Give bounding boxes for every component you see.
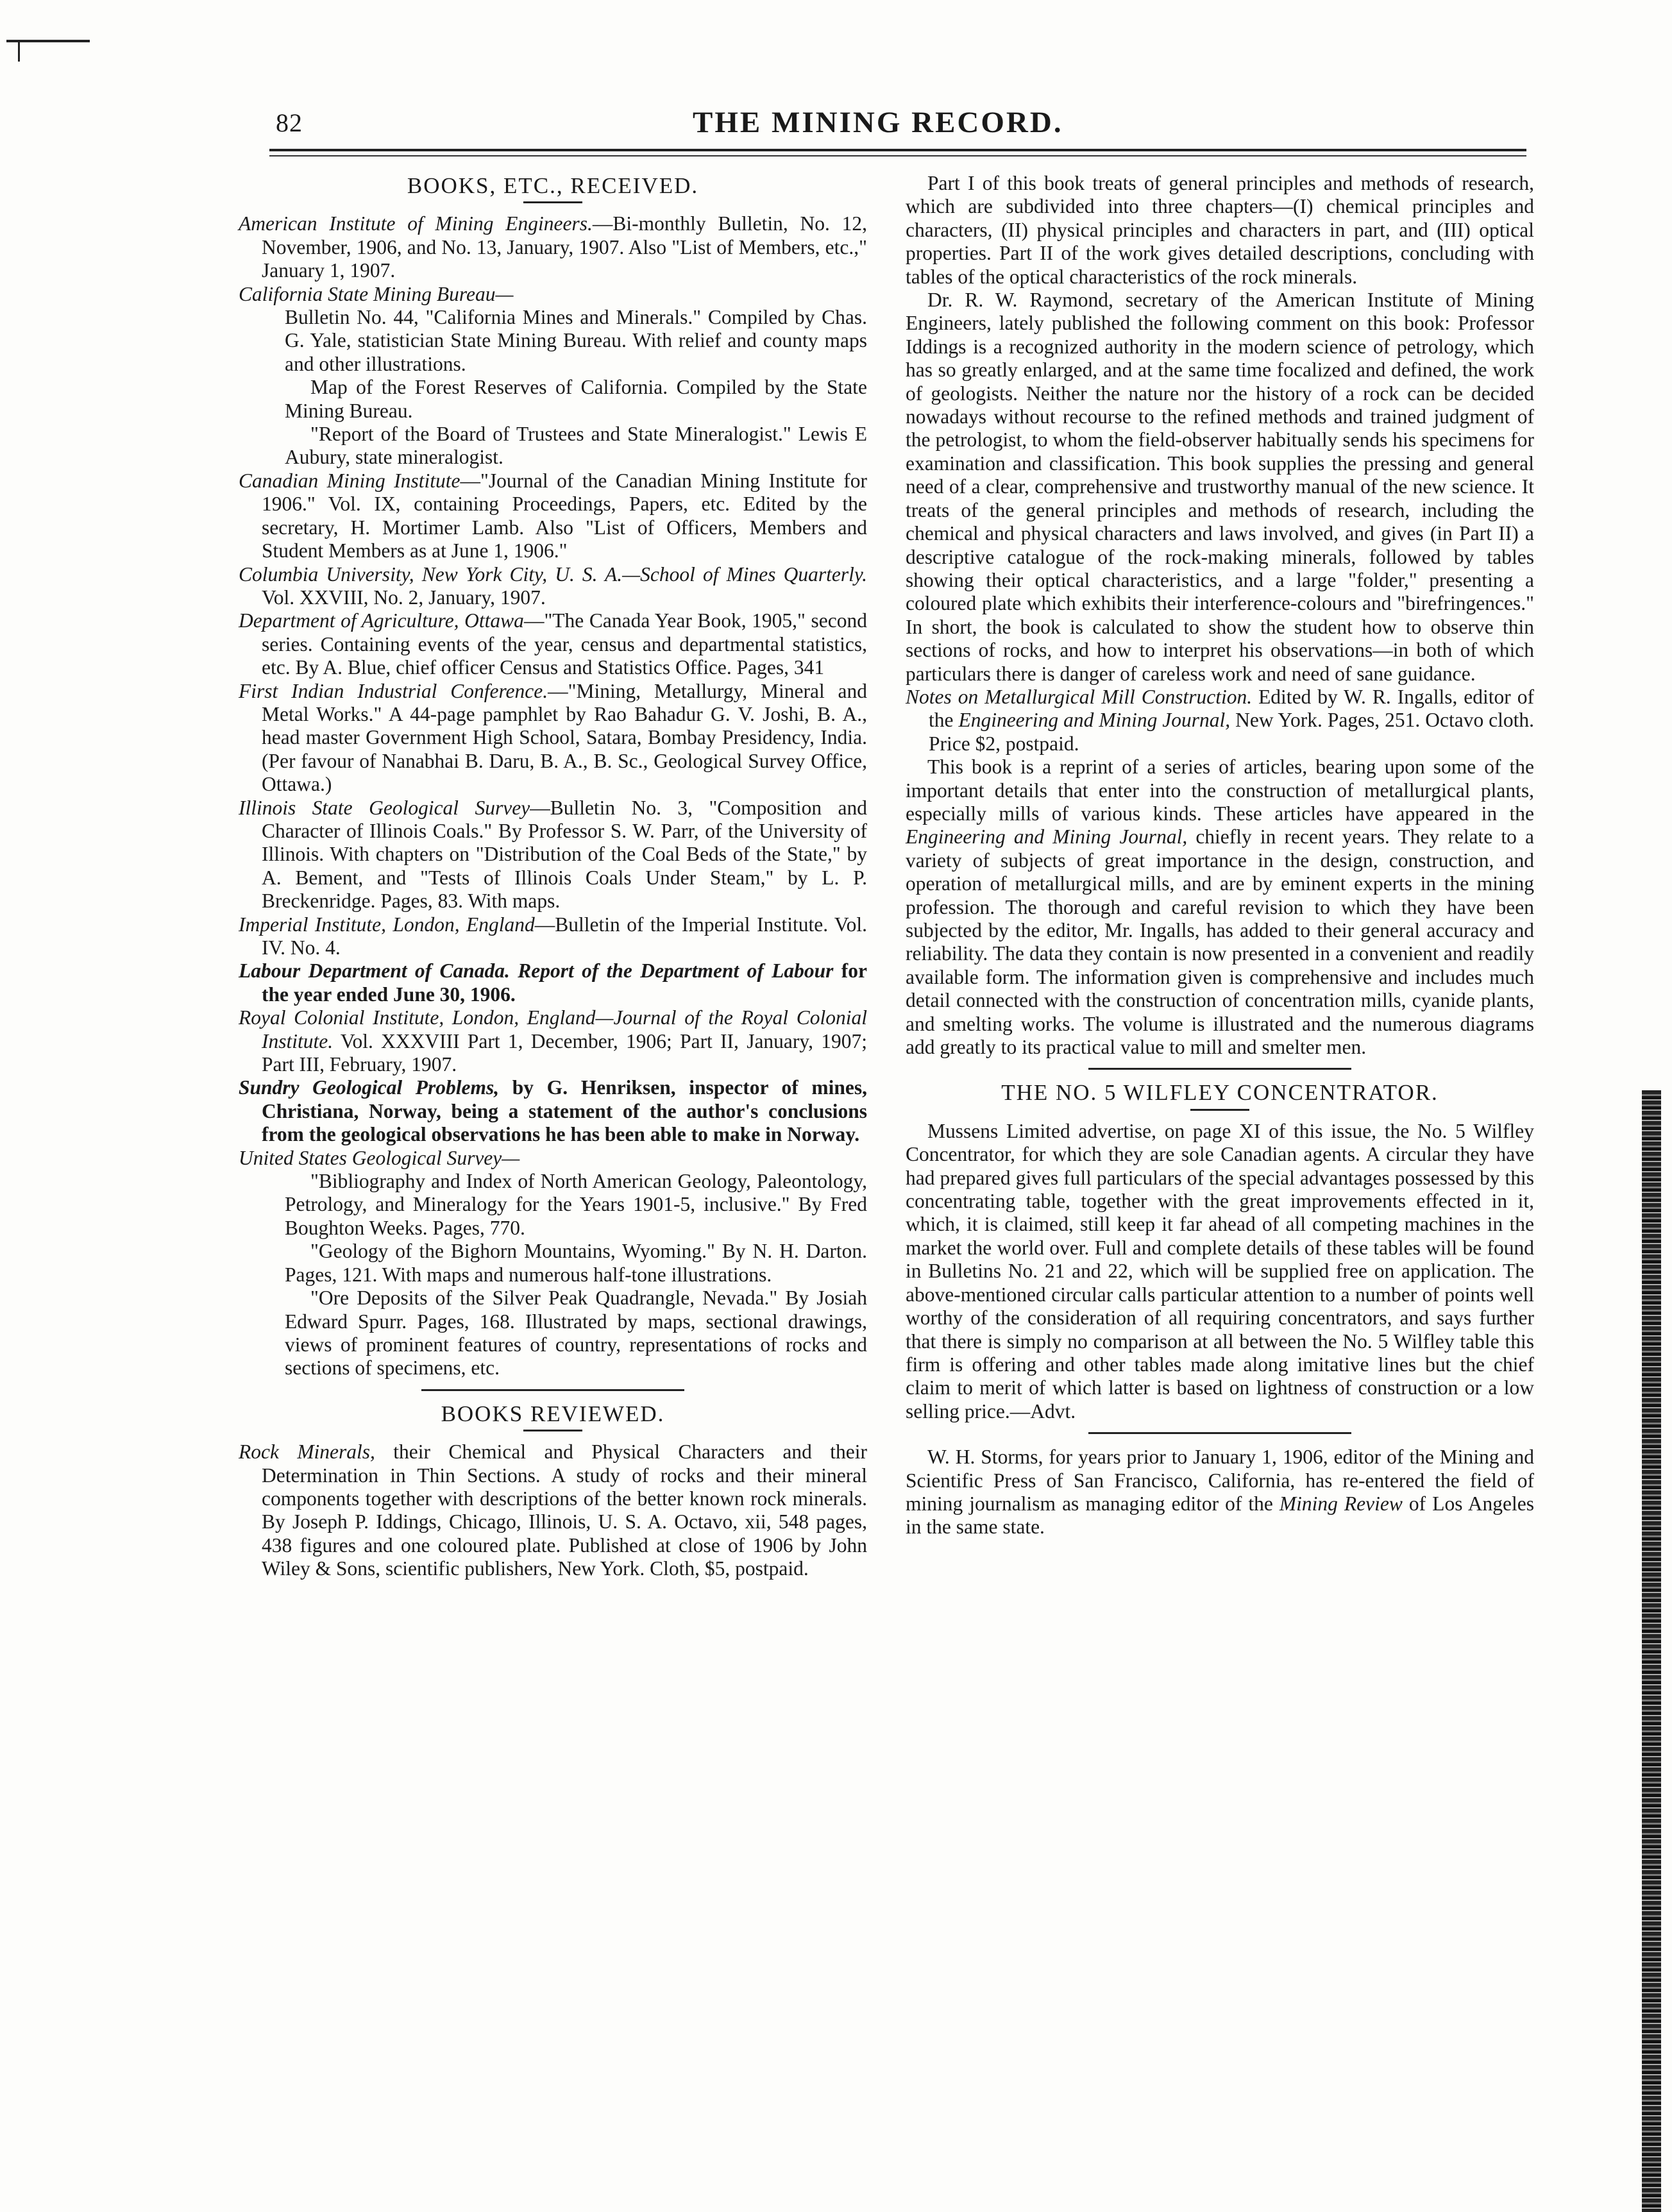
advertisement-paragraph: Mussens Limited advertise, on page XI of this issue, the No. 5 Wilfley Concentrator, for which they are sole Canadian agents. A circular they have had prepared gives full particulars of the special advantages possessed by this concentrating table, together with the great improvements effected in it, which, it is claimed, still keep it far ahead of all competing machines in the market the world over. Full and complete details of these tables will be found in Bulletins No. 21 and 22, which will be supplied free on application. The above-mentioned circular calls particular attention to a number of points well worthy of the consideration of all requiring concentrators, and says further that there is simply no comparison at all between the No. 5 Wilfley table this firm is offering and other tables made along imitative lines but the chief claim to merit of which latter is based on lightness of construction or a low selling price.—Advt. [906,1119,1534,1423]
listing-entry: Royal Colonial Institute, London, England—Journal of the Royal Colonial Institute. Vol. XXXVIII Part 1, December, 1906; Part II, January, 1907; Part III, February, 1907. [239,1006,867,1076]
listing-subentry: "Report of the Board of Trustees and State Mineralogist." Lewis E Aubury, state mineralogist. [285,423,867,469]
review-paragraph: Dr. R. W. Raymond, secretary of the American Institute of Mining Engineers, lately published the following comment on this book: Professor Iddings is a recognized authority in the modern science of petrology, which has so greatly enlarged, and at the same time focalized and defined, the work of geologists. Neither the nature nor the history of a rock can be decided nowadays without recourse to the refined methods and trained judgment of the petrologist, to whom the field-observer habitually sends his specimens for examination and classification. This book supplies the pressing and general need of a clear, comprehensive and trustworthy manual of the new science. It treats of the general principles and methods of research, including the chemical and physical characters and laws involved, and gives (in Part II) a descriptive catalogue of the rock-making minerals, followed by tables showing their optical characteristics, and a large "folder," presenting a coloured plate which exhibits their interference-colours and "birefringences." In short, the book is calculated to show the student how to observe thin sections of rocks, and how to interpret his observations—in both of which particulars there is danger of careless work and need of sane guidance. [906,289,1534,685]
listing-entry: Sundry Geological Problems, by G. Henriksen, inspector of mines, Christiana, Norway, being a statement of the author's conclusions from the geological observations he has been able to make in Norway. [239,1076,868,1146]
review-paragraph: This book is a reprint of a series of articles, bearing upon some of the important details that enter into the construction of metallurgical plants, especially mills of various kinds. These articles have appeared in the Engineering and Mining Journal, chiefly in recent years. They relate to a variety of subjects of great importance in the design, construction, and operation of metallurgical mills, and are by eminent experts in the mining profession. The thorough and careful revision to which they have been subjected by the editor, Mr. Ingalls, has added to their general accuracy and reliability. The data they contain is now presented in a convenient and readily available form. The information given is comprehensive and includes much detail connected with the construction of concentration mills, cyanide plants, and smelting works. The volume is illustrated and the numerous diagrams add greatly to its practical value to mill and smelter men. [906,756,1534,1059]
listing-entry: Canadian Mining Institute—"Journal of the Canadian Mining Institute for 1906." Vol. IX, containing Proceedings, Papers, etc. Edited by the secretary, H. Mortimer Lamb. Also "List of Officers, Members and Student Members as at June 1, 1906." [239,469,867,562]
scan-corner-mark [18,42,20,62]
section-heading-wilfley: THE NO. 5 WILFLEY CONCENTRATOR. [1001,1080,1439,1106]
listing-entry: First Indian Industrial Conference.—"Mining, Metallurgy, Mineral and Metal Works." A 44-page pamphlet by Rao Bahadur G. V. Joshi, B. A., head master Government High School, Satara, Bombay Presidency, India. (Per favour of Nanabhai B. Daru, B. A., B. Sc., Geological Survey Office, Ottawa.) [239,679,867,796]
listing-subentry: "Bibliography and Index of North American Geology, Paleontology, Petrology, and Mineralogy for the Years 1901-5, inclusive." By Fred Boughton Weeks. Pages, 770. [285,1170,867,1239]
news-paragraph: W. H. Storms, for years prior to January 1, 1906, editor of the Mining and Scientific Press of San Francisco, California, has re-entered the field of mining journalism as managing editor of the Mining Review of Los Angeles in the same state. [906,1446,1534,1539]
review-entry: Notes on Metallurgical Mill Construction. Edited by W. R. Ingalls, editor of the Engineering and Mining Journal, New York. Pages, 251. Octavo cloth. Price $2, postpaid. [906,685,1535,755]
heading-rule [1190,1109,1249,1111]
header-rule [269,149,1526,151]
listing-entry: United States Geological Survey— [239,1146,520,1169]
section-divider [1088,1068,1351,1070]
section-heading-books-received: BOOKS, ETC., RECEIVED. [407,173,699,198]
header-rule [269,155,1526,156]
right-column [906,172,1534,1539]
page-number: 82 [276,108,303,137]
listing-subentry: Bulletin No. 44, "California Mines and Minerals." Compiled by Chas. G. Yale, statistician State Mining Bureau. With relief and county maps and other illustrations. [285,306,867,375]
listing-subentry: "Ore Deposits of the Silver Peak Quadrangle, Nevada." By Josiah Edward Spurr. Pages, 168. Illustrated by maps, sectional drawings, views of prominent features of country, representations of rocks and sections of specimens, etc. [285,1287,867,1380]
listing-subentry: "Geology of the Bighorn Mountains, Wyoming." By N. H. Darton. Pages, 121. With maps and numerous half-tone illustrations. [285,1240,867,1286]
review-entry: Rock Minerals, their Chemical and Physical Characters and their Determination in Thin Sections. A study of rocks and their mineral components together with descriptions of the better known rock minerals. By Joseph P. Iddings, Chicago, Illinois, U. S. A. Octavo, xii, 548 pages, 438 figures and one coloured plate. Published at close of 1906 by John Wiley & Sons, scientific publishers, New York. Cloth, $5, postpaid. [239,1440,867,1580]
left-column [239,172,867,1581]
listing-entry: American Institute of Mining Engineers.—Bi-monthly Bulletin, No. 12, November, 1906, and No. 13, January, 1907. Also "List of Members, etc.," January 1, 1907. [239,212,867,282]
heading-rule [523,201,582,203]
listing-entry: Labour Department of Canada. Report of the Department of Labour for the year ended June 30, 1906. [239,959,867,1006]
section-divider [421,1389,684,1391]
heading-rule [523,1430,582,1431]
publication-title: THE MINING RECORD. [693,106,1063,139]
section-divider [1088,1432,1351,1434]
review-paragraph: Part I of this book treats of general principles and methods of research, which are subdivided into three chapters—(I) chemical principles and characters, (II) physical principles and characters in part, and (III) optical properties. Part II of the work gives detailed descriptions, concluding with tables of the optical characteristics of the rock minerals. [906,172,1534,288]
listing-entry: Columbia University, New York City, U. S. A.—School of Mines Quarterly. Vol. XXVIII, No. 2, January, 1907. [239,562,867,609]
listing-entry: Imperial Institute, London, England—Bulletin of the Imperial Institute. Vol. IV. No. 4. [239,913,867,959]
listing-entry: Department of Agriculture, Ottawa—"The Canada Year Book, 1905," second series. Containing events of the year, census and departmental statistics, etc. By A. Blue, chief officer Census and Statistics Office. Pages, 341 [239,609,867,679]
listing-subentry: Map of the Forest Reserves of California. Compiled by the State Mining Bureau. [285,376,867,422]
listing-entry: California State Mining Bureau— [239,282,514,305]
scan-edge-artifact [1642,1090,1661,2212]
listing-entry: Illinois State Geological Survey—Bulletin No. 3, "Composition and Character of Illinois Coals." By Professor S. W. Parr, of the University of Illinois. With chapters on "Distribution of the Coal Beds of the State," by A. Bement, and "Tests of Illinois Coals Under Steam," by L. P. Breckenridge. Pages, 83. With maps. [239,796,867,913]
section-heading-books-reviewed: BOOKS REVIEWED. [441,1401,665,1426]
